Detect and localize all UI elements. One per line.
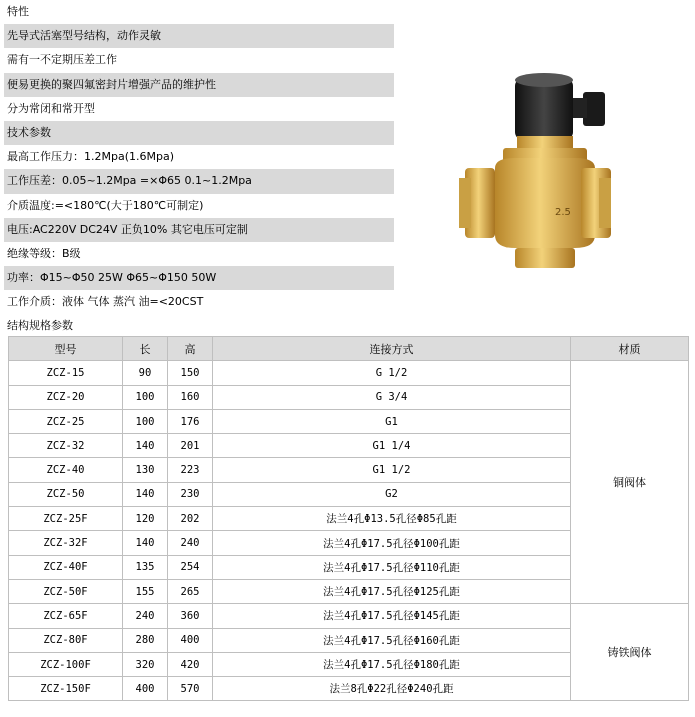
spec-item: 先导式活塞型号结构，动作灵敏 — [4, 24, 394, 48]
cell-connection: 法兰4孔Φ17.5孔径Φ145孔距 — [213, 604, 571, 628]
cell-height: 254 — [168, 555, 213, 579]
cell-height: 230 — [168, 482, 213, 506]
cell-length: 140 — [123, 482, 168, 506]
col-header-length: 长 — [123, 337, 168, 361]
spec-item: 工作压差：0.05~1.2Mpa =×Φ65 0.1~1.2Mpa — [4, 169, 394, 193]
cell-height: 240 — [168, 531, 213, 555]
cell-connection: 法兰4孔Φ17.5孔径Φ160孔距 — [213, 628, 571, 652]
cell-connection: 法兰4孔Φ17.5孔径Φ180孔距 — [213, 652, 571, 676]
table-row — [9, 361, 689, 385]
cell-length: 120 — [123, 507, 168, 531]
cell-height: 265 — [168, 579, 213, 603]
cell-model: ZCZ-20 — [9, 385, 123, 409]
cell-length: 130 — [123, 458, 168, 482]
cell-length: 240 — [123, 604, 168, 628]
cell-model: ZCZ-25 — [9, 409, 123, 433]
cell-connection: G1 1/2 — [213, 458, 571, 482]
cell-model: ZCZ-50F — [9, 579, 123, 603]
cell-length: 320 — [123, 652, 168, 676]
section-heading-tech-params: 技术参数 — [4, 121, 394, 145]
cell-length: 100 — [123, 385, 168, 409]
cell-model: ZCZ-80F — [9, 628, 123, 652]
cell-material-copper: 铜阀体 — [571, 361, 689, 604]
cell-model: ZCZ-32 — [9, 434, 123, 458]
solenoid-valve-image — [455, 70, 615, 280]
col-header-material: 材质 — [571, 337, 689, 361]
spec-item: 工作介质：液体 气体 蒸汽 油=<20CST — [7, 295, 204, 309]
cell-height: 202 — [168, 507, 213, 531]
cell-height: 400 — [168, 628, 213, 652]
cell-length: 280 — [123, 628, 168, 652]
spec-item: 绝缘等级：B级 — [7, 246, 81, 260]
cell-height: 420 — [168, 652, 213, 676]
cell-model: ZCZ-40F — [9, 555, 123, 579]
cell-length: 100 — [123, 409, 168, 433]
cell-model: ZCZ-150F — [9, 677, 123, 701]
cell-connection: 法兰4孔Φ17.5孔径Φ100孔距 — [213, 531, 571, 555]
spec-item: 最高工作压力：1.2Mpa(1.6Mpa) — [7, 150, 174, 164]
cell-model: ZCZ-25F — [9, 507, 123, 531]
cell-connection: G 1/2 — [213, 361, 571, 385]
cell-connection: 法兰4孔Φ17.5孔径Φ110孔距 — [213, 555, 571, 579]
col-header-model: 型号 — [9, 337, 123, 361]
cell-model: ZCZ-15 — [9, 361, 123, 385]
cell-model: ZCZ-32F — [9, 531, 123, 555]
cell-height: 570 — [168, 677, 213, 701]
section-heading-features: 特性 — [7, 5, 29, 18]
cell-connection: G 3/4 — [213, 385, 571, 409]
cell-height: 160 — [168, 385, 213, 409]
cell-model: ZCZ-40 — [9, 458, 123, 482]
spec-item: 便易更换的聚四氟密封片增强产品的维护性 — [4, 73, 394, 97]
cell-height: 360 — [168, 604, 213, 628]
spec-item: 介质温度:=<180℃(大于180℃可制定) — [7, 198, 204, 212]
cell-model: ZCZ-65F — [9, 604, 123, 628]
cell-connection: 法兰8孔Φ22孔径Φ240孔距 — [213, 677, 571, 701]
valve-size-label: 2.5 — [555, 207, 571, 218]
col-header-connection: 连接方式 — [213, 337, 571, 361]
table-header-row — [9, 337, 689, 361]
spec-item: 分为常闭和常开型 — [7, 101, 95, 115]
cell-length: 155 — [123, 579, 168, 603]
spec-table — [8, 336, 689, 701]
spec-item: 需有一不定期压差工作 — [7, 53, 117, 67]
spec-item: 功率：Φ15~Φ50 25W Φ65~Φ150 50W — [4, 266, 394, 290]
cell-length: 135 — [123, 555, 168, 579]
cell-height: 201 — [168, 434, 213, 458]
col-header-height: 高 — [168, 337, 213, 361]
cell-length: 140 — [123, 434, 168, 458]
spec-list — [4, 0, 394, 339]
cell-connection: G2 — [213, 482, 571, 506]
section-heading-structure: 结构规格参数 — [7, 319, 73, 333]
cell-height: 223 — [168, 458, 213, 482]
cell-material-cast-iron: 铸铁阀体 — [571, 604, 689, 701]
cell-length: 140 — [123, 531, 168, 555]
cell-length: 90 — [123, 361, 168, 385]
cell-height: 176 — [168, 409, 213, 433]
cell-height: 150 — [168, 361, 213, 385]
cell-connection: 法兰4孔Φ17.5孔径Φ125孔距 — [213, 579, 571, 603]
spec-item: 电压:AC220V DC24V 正负10% 其它电压可定制 — [4, 218, 394, 242]
cell-connection: G1 — [213, 409, 571, 433]
cell-model: ZCZ-50 — [9, 482, 123, 506]
table-row — [9, 604, 689, 628]
cell-connection: G1 1/4 — [213, 434, 571, 458]
cell-length: 400 — [123, 677, 168, 701]
cell-model: ZCZ-100F — [9, 652, 123, 676]
cell-connection: 法兰4孔Φ13.5孔径Φ85孔距 — [213, 507, 571, 531]
